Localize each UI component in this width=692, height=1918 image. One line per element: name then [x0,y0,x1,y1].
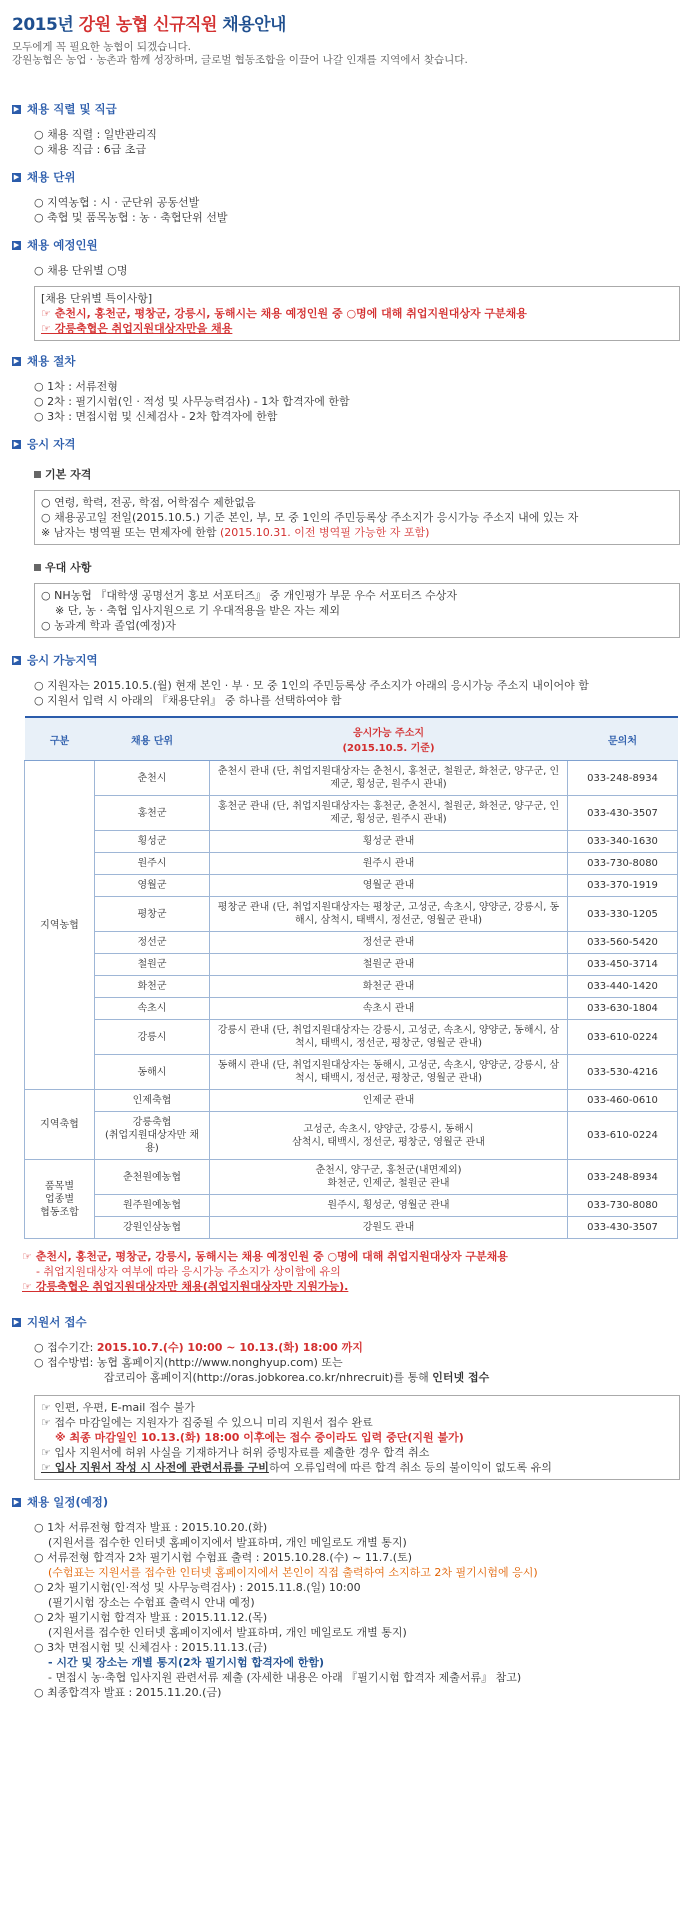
intro-line: 모두에게 꼭 필요한 농협이 되겠습니다. [12,41,191,53]
box-text: ※ 남자는 병역필 또는 면제자에 한함 [41,526,220,539]
note-line: ☞ 춘천시, 홍천군, 평창군, 강릉시, 동해시는 채용 예정인원 중 ○명에 대해 취업지원대상자 구분채용 [22,1250,508,1263]
subheading-text: 우대 사항 [45,561,92,574]
address-cell: 춘천시 관내 (단, 취업지원대상자는 춘천시, 홍천군, 철원군, 화천군, 양구군, 인제군, 횡성군, 원주시 관내) [210,761,568,796]
contact-cell: 033-330-1205 [568,897,678,932]
schedule-item: ○ 1차 서류전형 합격자 발표 : 2015.10.20.(화) [34,1521,268,1534]
column-header-text: 응시가능 주소지 [352,728,425,739]
table-row [25,831,678,853]
list-item: ○ 지원서 입력 시 아래의 『채용단위』 중 하나를 선택하여야 함 [34,694,342,707]
contact-cell: 033-450-3714 [568,954,678,976]
box-line: ☞ 접수 마감일에는 지원자가 집중될 수 있으니 미리 지원서 접수 완료 [41,1416,373,1429]
section-unit [12,169,680,225]
contact-cell: 033-560-5420 [568,932,678,954]
schedule-list [34,1520,680,1700]
table-row [25,976,678,998]
address-cell: 화천군 관내 [210,976,568,998]
unit-cell: 춘천원예농협 [95,1160,210,1195]
section-heading [12,237,680,253]
bullet-icon: ▶ [13,439,20,448]
list-item: ○ 축협 및 품목농협 : 농 · 축협단위 선발 [34,211,228,224]
application-box [34,1395,680,1480]
box-line [41,1460,673,1475]
table-row [25,796,678,831]
contact-cell: 033-440-1420 [568,976,678,998]
group-cell: 지역축협 [25,1090,95,1160]
table-row [25,1195,678,1217]
qualification-box [34,490,680,545]
schedule-detail: (수험표는 지원서를 접수한 인터넷 홈페이지에서 본인이 직접 출력하여 소지하고 2차 필기시험에 응시) [48,1566,538,1579]
table-row [25,875,678,897]
address-cell: 영월군 관내 [210,875,568,897]
contact-cell: 033-630-1804 [568,998,678,1020]
column-header [210,717,568,761]
subheading-text: 기본 자격 [45,468,92,481]
label: ○ 접수기간: [34,1341,97,1354]
section-heading-text: 응시 자격 [27,437,76,451]
square-icon [34,471,41,478]
schedule-detail: - 면접시 농·축협 입사지원 관련서류 제출 (자세한 내용은 아래 『필기시험 합격자 제출서류』 참고) [48,1671,522,1684]
schedule-detail: - 시간 및 장소는 개별 통지(2차 필기시험 합격자에 한함) [48,1656,325,1669]
unit-cell: 강원인삼농협 [95,1217,210,1239]
list-item: ○ 지역농협 : 시 · 군단위 공동선발 [34,196,200,209]
contact-cell: 033-610-0224 [568,1112,678,1160]
unit-cell: 정선군 [95,932,210,954]
table-body [25,761,678,1239]
unit-cell: 철원군 [95,954,210,976]
group-cell: 품목별 업종별 협동조합 [25,1160,95,1239]
table-row [25,932,678,954]
address-cell: 원주시, 횡성군, 영월군 관내 [210,1195,568,1217]
section-heading-text: 채용 직렬 및 직급 [27,102,117,116]
group-cell: 지역농협 [25,761,95,1090]
table-row [25,853,678,875]
table-row [25,998,678,1020]
period-value: 2015.10.7.(수) 10:00 ~ 10.13.(화) 18:00 까지 [96,1341,363,1354]
address-cell: 홍천군 관내 (단, 취업지원대상자는 홍천군, 춘천시, 철원군, 화천군, 양구군, 인제군, 횡성군, 원주시 관내) [210,796,568,831]
address-cell: 횡성군 관내 [210,831,568,853]
table-row [25,1160,678,1195]
box-bold-text: ☞ 입사 지원서 작성 시 사전에 관련서류를 구비 [41,1461,269,1474]
address-cell: 정선군 관내 [210,932,568,954]
contact-cell: 033-370-1919 [568,875,678,897]
schedule-item: ○ 최종합격자 발표 : 2015.11.20.(금) [34,1686,222,1699]
section-qualification [12,436,680,638]
list [34,127,680,157]
internet-label: 인터넷 접수 [432,1371,490,1384]
box-text: 하여 오류입력에 따른 합격 취소 등의 불이익이 없도록 유의 [268,1461,552,1474]
section-heading [12,169,680,185]
table-row [25,897,678,932]
box-line: ※ 최종 마감일인 10.13.(화) 18:00 이후에는 접수 중이라도 입력 중단(지원 불가) [55,1431,464,1444]
address-cell: 철원군 관내 [210,954,568,976]
unit-cell: 화천군 [95,976,210,998]
address-cell: 강릉시 관내 (단, 취업지원대상자는 강릉시, 고성군, 속초시, 양양군, 동해시, 삼척시, 태백시, 정선군, 평창군, 영월군 관내) [210,1020,568,1055]
unit-cell: 동해시 [95,1055,210,1090]
section-region [12,652,680,1294]
contact-cell: 033-460-0610 [568,1090,678,1112]
section-heading [12,436,680,452]
table-row [25,1055,678,1090]
table-row [25,1112,678,1160]
section-heading-text: 지원서 접수 [27,1315,87,1329]
address-cell: 고성군, 속초시, 양양군, 강릉시, 동해시 삼척시, 태백시, 정선군, 평창군, 영월군 관내 [210,1112,568,1160]
unit-cell: 횡성군 [95,831,210,853]
section-heading-text: 채용 단위 [27,170,76,184]
unit-cell: 원주원예농협 [95,1195,210,1217]
section-heading-text: 응시 가능지역 [27,653,98,667]
section-headcount [12,237,680,341]
intro-line: 강원농협은 농업 · 농촌과 함께 성장하며, 글로벌 협동조합을 이끌어 나갈 인재를 지역에서 찾습니다. [12,54,468,66]
list-item: ○ 1차 : 서류전형 [34,380,118,393]
section-heading-text: 채용 예정인원 [27,238,98,252]
contact-cell: 033-430-3507 [568,1217,678,1239]
address-cell: 원주시 관내 [210,853,568,875]
contact-cell: 033-610-0224 [568,1020,678,1055]
table-row [25,1217,678,1239]
box-line: ○ NH농협 『대학생 공명선거 홍보 서포터즈』 중 개인평가 부문 우수 서포터즈 수상자 [41,589,457,602]
table-row [25,761,678,796]
list [34,678,680,708]
unit-cell: 홍천군 [95,796,210,831]
box-line: ○ 채용공고일 전일(2015.10.5.) 기준 본인, 부, 모 중 1인의 주민등록상 주소지가 응시가능 주소지 내에 있는 자 [41,511,579,524]
list-item[interactable] [104,1370,680,1385]
address-cell: 강원도 관내 [210,1217,568,1239]
title-accent: 강원 농협 신규직원 [78,15,217,35]
note-line: - 취업지원대상자 여부에 따라 응시가능 주소지가 상이함에 유의 [36,1265,341,1278]
section-heading [12,1494,680,1510]
unit-cell: 영월군 [95,875,210,897]
list [34,1340,680,1385]
unit-cell: 강릉시 [95,1020,210,1055]
list-item: ○ 3차 : 면접시험 및 신체검사 - 2차 합격자에 한함 [34,410,278,423]
contact-cell: 033-730-8080 [568,853,678,875]
unit-cell: 인제축협 [95,1090,210,1112]
list-item: ○ 채용 단위별 ○명 [34,264,128,277]
box-red-text: (2015.10.31. 이전 병역필 가능한 자 포함) [219,526,430,539]
list-item[interactable]: ○ 접수방법: 농협 홈페이지(http://www.nonghyup.com) 또는 [34,1356,343,1369]
list-item: ○ 지원자는 2015.10.5.(월) 현재 본인 · 부 · 모 중 1인의 주민등록상 주소지가 아래의 응시가능 주소지 내이어야 함 [34,679,589,692]
column-header: 채용 단위 [95,717,210,761]
unit-cell: 속초시 [95,998,210,1020]
contact-cell: 033-530-4216 [568,1055,678,1090]
section-heading [12,1314,680,1330]
intro [12,41,680,67]
bullet-icon: ▶ [13,356,20,365]
box-line: ○ 농과계 학과 졸업(예정)자 [41,619,176,632]
table-row [25,1020,678,1055]
box-line: ☞ 강릉축협은 취업지원대상자만을 채용 [41,322,233,335]
section-heading [12,353,680,369]
schedule-item: ○ 2차 필기시험 합격자 발표 : 2015.11.12.(목) [34,1611,268,1624]
schedule-item: ○ 서류전형 합격자 2차 필기시험 수험표 출력 : 2015.10.28.(수) ~ 11.7.(토) [34,1551,413,1564]
box-line: ○ 연령, 학력, 전공, 학점, 어학점수 제한없음 [41,496,256,509]
list [34,195,680,225]
schedule-detail: (지원서를 접수한 인터넷 홈페이지에서 발표하며, 개인 메일로도 개별 통지) [48,1536,407,1549]
list [34,379,680,424]
title-year: 2015년 [12,15,79,35]
subheading [34,466,680,482]
section-position [12,101,680,157]
box-line: ☞ 춘천시, 홍천군, 평창군, 강릉시, 동해시는 채용 예정인원 중 ○명에 대해 취업지원대상자 구분채용 [41,307,527,320]
box-line: ☞ 입사 지원서에 허위 사실을 기재하거나 허위 증빙자료를 제출한 경우 합격 취소 [41,1446,430,1459]
box-line: [채용 단위별 특이사항] [41,292,153,305]
address-cell: 동해시 관내 (단, 취업지원대상자는 동해시, 고성군, 속초시, 양양군, 강릉시, 삼척시, 태백시, 정선군, 평창군, 영월군 관내) [210,1055,568,1090]
list-item: ○ 2차 : 필기시험(인 · 적성 및 사무능력검사) - 1차 합격자에 한함 [34,395,350,408]
column-header: 구분 [25,717,95,761]
address-cell: 평창군 관내 (단, 취업지원대상자는 평창군, 고성군, 속초시, 양양군, 강릉시, 동해시, 삼척시, 태백시, 정선군, 영월군 관내) [210,897,568,932]
list-item [34,1340,680,1355]
contact-cell: 033-340-1630 [568,831,678,853]
list-item: ○ 채용 직렬 : 일반관리직 [34,128,157,141]
schedule-detail: (지원서를 접수한 인터넷 홈페이지에서 발표하며, 개인 메일로도 개별 통지) [48,1626,407,1639]
contact-cell: 033-730-8080 [568,1195,678,1217]
section-process [12,353,680,424]
box-line: ☞ 인편, 우편, E-mail 접수 불가 [41,1401,195,1414]
bullet-icon: ▶ [13,104,20,113]
schedule-detail: (필기시험 장소는 수험표 출력시 안내 예정) [48,1596,255,1609]
table-row [25,954,678,976]
notice-box [34,286,680,341]
jobkorea-link[interactable]: 잡코리아 홈페이지(http://oras.jobkorea.co.kr/nhrecruit)를 통해 [104,1371,433,1384]
box-line [41,525,673,540]
section-application [12,1314,680,1480]
list [34,263,680,278]
unit-cell: 강릉축협 (취업지원대상자만 채용) [95,1112,210,1160]
bullet-icon: ▶ [13,172,20,181]
column-header: 문의처 [568,717,678,761]
page-title [12,10,680,35]
table-header-row [25,717,678,761]
list-item: ○ 채용 직급 : 6급 초급 [34,143,147,156]
schedule-item: ○ 3차 면접시험 및 신체검사 : 2015.11.13.(금) [34,1641,268,1654]
unit-cell: 원주시 [95,853,210,875]
bullet-icon: ▶ [13,1317,20,1326]
address-cell: 속초시 관내 [210,998,568,1020]
bullet-icon: ▶ [13,655,20,664]
address-cell: 춘천시, 양구군, 홍천군(내면제외) 화천군, 인제군, 철원군 관내 [210,1160,568,1195]
section-heading [12,652,680,668]
section-heading-text: 채용 일정(예정) [27,1495,109,1509]
box-line: ※ 단, 농 · 축협 입사지원으로 기 우대적용을 받은 자는 제외 [55,604,340,617]
unit-cell: 춘천시 [95,761,210,796]
schedule-item: ○ 2차 필기시험(인·적성 및 사무능력검사) : 2015.11.8.(일) 10:00 [34,1581,361,1594]
note-line: ☞ 강릉축협은 취업지원대상자만 채용(취업지원대상자만 지원가능). [22,1280,349,1293]
page [12,8,680,1700]
table-row [25,1090,678,1112]
column-header-sub: (2015.10.5. 기준) [342,743,435,754]
address-cell: 인제군 관내 [210,1090,568,1112]
section-heading-text: 채용 절차 [27,354,76,368]
contact-cell: 033-248-8934 [568,1160,678,1195]
bullet-icon: ▶ [13,240,20,249]
unit-cell: 평창군 [95,897,210,932]
section-heading [12,101,680,117]
contact-cell: 033-430-3507 [568,796,678,831]
contact-cell: 033-248-8934 [568,761,678,796]
subheading [34,559,680,575]
bullet-icon: ▶ [13,1497,20,1506]
region-table [24,716,678,1239]
section-schedule [12,1494,680,1700]
title-suffix: 채용안내 [216,15,286,35]
preference-box [34,583,680,638]
table-notes [22,1249,680,1294]
square-icon [34,564,41,571]
